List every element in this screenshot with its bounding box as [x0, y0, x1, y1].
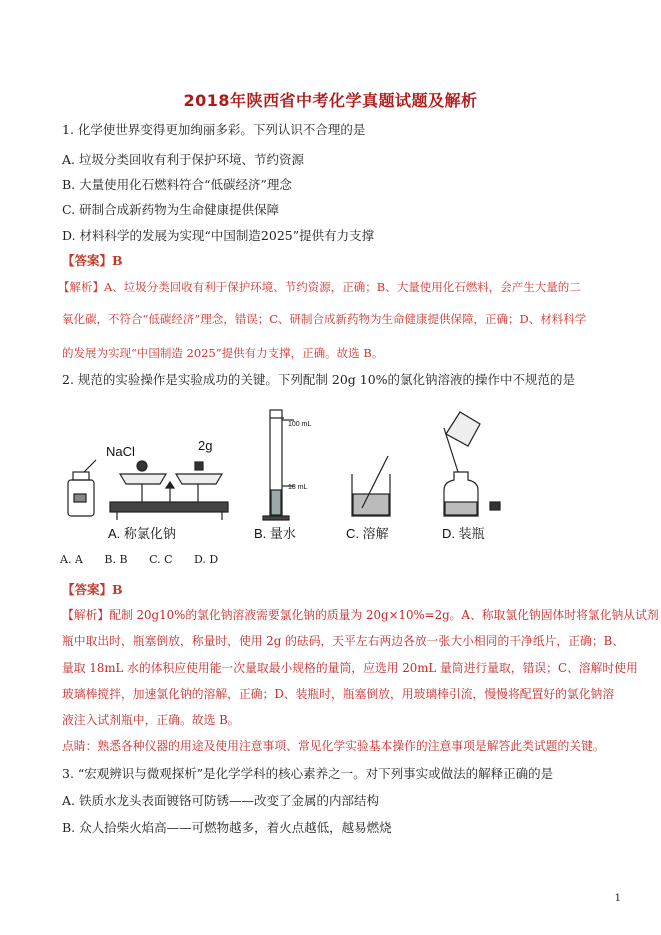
q2-analysis-line-2: 瓶中取出时，瓶塞倒放，称量时，使用 2g 的砝码，天平左右两边各放一张大小相同的干净纸片，正确；B、 — [62, 634, 625, 648]
q2-analysis-line-5: 液注入试剂瓶中，正确。故选 B。 — [62, 713, 240, 727]
q1-answer — [62, 251, 123, 269]
q1-answer-tag: 【答案】 — [62, 253, 113, 268]
q1-option-b: B. 大量使用化石燃料符合“低碳经济”理念 — [62, 177, 292, 192]
caption-c: C. 溶解 — [346, 526, 389, 541]
q3-option-a: A. 铁质水龙头表面镀铬可防锈——改变了金属的内部结构 — [62, 793, 379, 808]
q2-answer-value: B — [112, 582, 123, 597]
q2-answer-tag: 【答案】 — [62, 582, 113, 597]
q1-analysis-line-1: 【解析】A、垃圾分类回收有利于保护环境、节约资源，正确；B、大量使用化石燃料，会产生大量的二 — [58, 280, 581, 294]
cylinder-water-mark: 18 mL — [288, 484, 308, 491]
cylinder-top-mark: 100 mL — [288, 421, 312, 428]
q2-analysis-line-3: 量取 18mL 水的体积应使用能一次量取最小规格的量筒，应选用 20mL 量筒进行量取，错误；C、溶解时使用 — [62, 661, 638, 675]
q1-analysis-line-2: 氧化碳，不符合“低碳经济”理念，错误；C、研制合成新药物为生命健康提供保障，正确；D、材料科学 — [62, 312, 587, 326]
q1-stem: 1. 化学使世界变得更加绚丽多彩。下列认识不合理的是 — [62, 122, 366, 137]
caption-b: B. 量水 — [254, 526, 296, 541]
q2-stem: 2. 规范的实验操作是实验成功的关键。下列配制 20g 10%的氯化钠溶液的操作中不规范的是 — [62, 372, 576, 387]
q1-answer-value: B — [112, 253, 123, 268]
nacl-label: NaCl — [106, 444, 135, 459]
caption-a: A. 称氯化钠 — [108, 526, 176, 541]
caption-d: D. 装瓶 — [442, 526, 485, 541]
q3-stem: 3. “宏观辨识与微观探析”是化学学科的核心素养之一。对下列事实或做法的解释正确的是 — [62, 766, 554, 781]
page-number: 1 — [614, 893, 621, 904]
q2-option-c: C. C — [149, 553, 173, 566]
q2-tip: 点睛：熟悉各种仪器的用途及使用注意事项、常见化学实验基本操作的注意事项是解答此类试题的关键。 — [62, 739, 605, 753]
q2-option-b: B. B — [104, 553, 128, 566]
q2-option-a: A. A — [60, 553, 83, 566]
q1-option-d: D. 材料科学的发展为实现“中国制造2025”提供有力支撑 — [62, 228, 375, 243]
q2-options — [60, 553, 236, 566]
lab-operations-figure — [62, 398, 522, 548]
q1-option-c: C. 研制合成新药物为生命健康提供保障 — [62, 202, 280, 217]
q2-analysis-line-1: 【解析】配制 20g10%的氯化钠溶液需要氯化钠的质量为 20g×10%=2g。A、称取氯化钠固体时将氯化钠从试剂 — [62, 608, 659, 622]
q2-analysis-line-4: 玻璃棒搅拌，加速氯化钠的溶解，正确；D、装瓶时，瓶塞倒放，用玻璃棒引流，慢慢将配置好的氯化钠溶 — [62, 687, 615, 701]
beaker-stirring-icon — [352, 456, 390, 516]
q1-analysis-line-3: 的发展为实现“中国制造 2025”提供有力支撑，正确。故选 B。 — [62, 346, 384, 360]
reagent-bottle-icon — [68, 460, 96, 516]
bottle-pouring-icon — [444, 412, 500, 516]
q3-option-b: B. 众人拾柴火焰高——可燃物越多，着火点越低，越易燃烧 — [62, 820, 392, 835]
q2-option-d: D. D — [194, 553, 219, 566]
weight-label: 2g — [198, 438, 213, 453]
page-title: 2018年陕西省中考化学真题试题及解析 — [183, 91, 478, 110]
balance-icon — [110, 461, 228, 520]
q2-answer — [62, 580, 123, 598]
q1-option-a: A. 垃圾分类回收有利于保护环境、节约资源 — [62, 152, 304, 167]
